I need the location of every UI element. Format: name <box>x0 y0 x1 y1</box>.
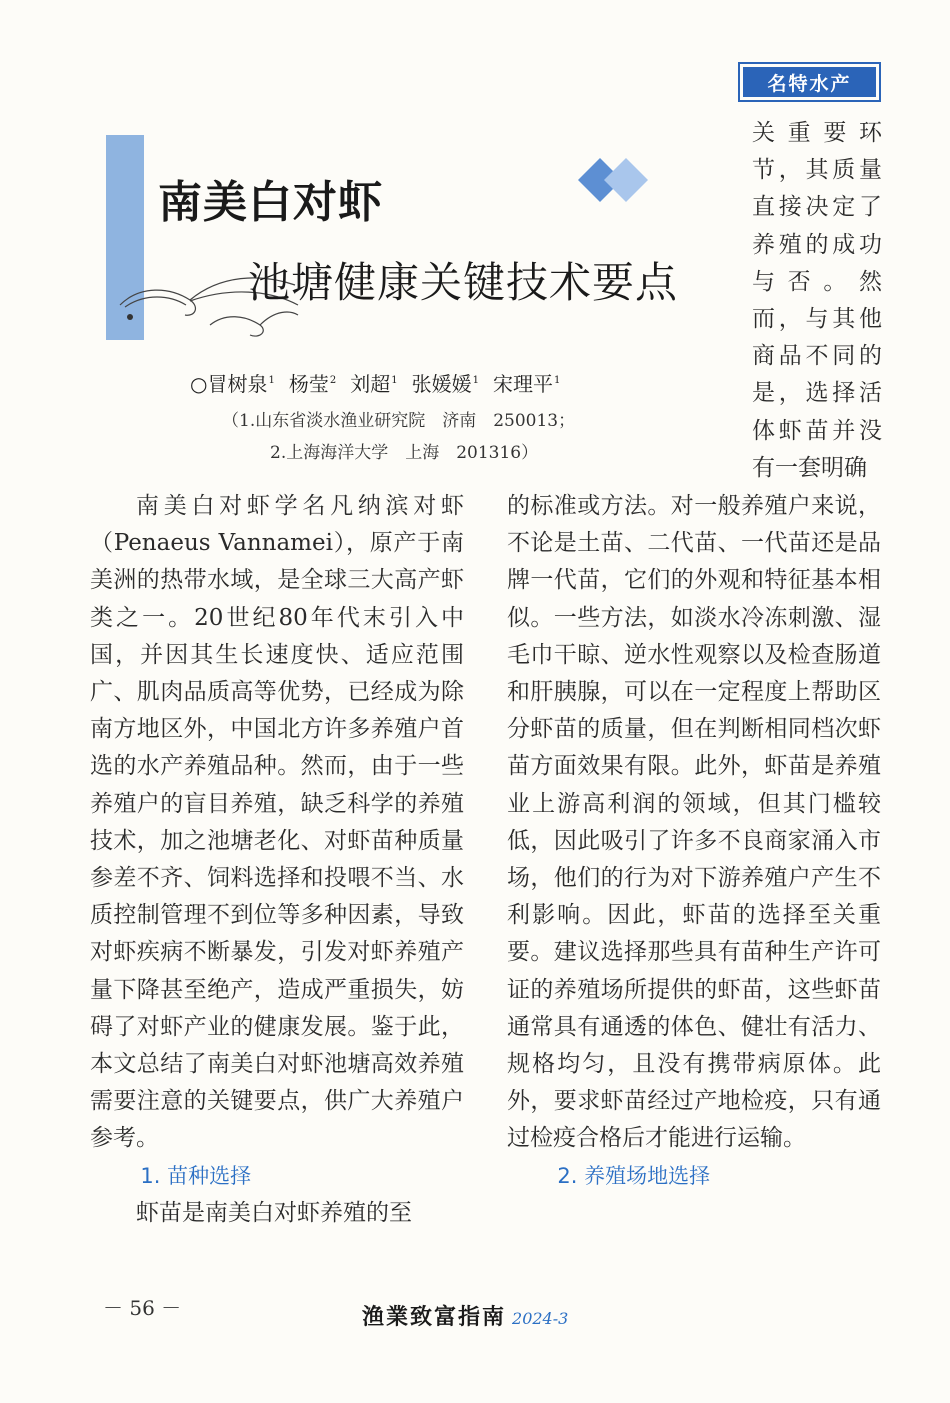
journal-footer <box>362 1300 568 1331</box>
author-prefix: ○ <box>190 372 208 396</box>
title-line-1: 南美白对虾 <box>158 177 383 228</box>
author-name: 杨莹 <box>288 372 329 396</box>
section-badge <box>738 62 881 102</box>
author-name: 冒树泉 <box>207 372 268 396</box>
author-sup: 1 <box>553 375 561 387</box>
left-paragraph-1: 南美白对虾学名凡纳滨对虾（Penaeus Vannamei），原产于南美洲的热带水域，是全球三大高产虾类之一。20世纪80年代末引入中国，并因其生长速度快、适应范围广、肌肉品质高等优势，已经成为除南方地区外，中国北方许多养殖户首选的水产养殖品种。然而，由于一些养殖户的盲目养殖，缺乏科学的养殖技术，加之池塘老化、对虾苗种质量参差不齐、饲料选择和投喂不当、水质控制管理不到位等多种因素，导致对虾疾病不断暴发，引发对虾养殖产量下降甚至绝产，造成严重损失，妨碍了对虾产业的健康发展。鉴于此，本文总结了南美白对虾池塘高效养殖需要注意的关键要点，供广大养殖户参考。 <box>90 493 464 1152</box>
title-line-2: 池塘健康关键技术要点 <box>248 258 679 307</box>
author-sup: 1 <box>472 375 479 387</box>
left-column <box>90 488 464 1232</box>
journal-name: 渔業致富指南 <box>362 1304 507 1330</box>
author-sup: 2 <box>329 375 337 387</box>
author-name: 宋理平 <box>492 372 553 396</box>
author-name: 张媛媛 <box>411 372 472 396</box>
page-number: － 56 － <box>103 1296 182 1320</box>
right-column <box>507 488 881 1195</box>
affiliation-1: （1.山东省淡水渔业研究院 济南 250013； <box>222 411 576 431</box>
section-badge-label: 名特水产 <box>743 67 876 97</box>
affiliation-2: 2.上海海洋大学 上海 201316） <box>270 443 539 463</box>
section-heading-1: 1. 苗种选择 <box>140 1163 252 1188</box>
right-paragraph-1: 的标准或方法。对一般养殖户来说，不论是土苗、二代苗、一代苗还是品牌一代苗，它们的外观和特征基本相似。一些方法，如淡水冷冻刺激、湿毛巾干晾、逆水性观察以及检查肠道和肝胰腺，可以在一定程度上帮助区分虾苗的质量，但在判断相同档次虾苗方面效果有限。此外，虾苗是养殖业上游高利润的领域，但其门槛较低，因此吸引了许多不良商家涌入市场，他们的行为对下游养殖户产生不利影响。因此，虾苗的选择至关重要。建议选择那些具有苗种生产许可证的养殖场所提供的虾苗，这些虾苗通常具有通透的体色、健壮有活力、规格均匀，且没有携带病原体。此外，要求虾苗经过产地检疫，只有通过检疫合格后才能进行运输。 <box>507 493 881 1152</box>
left-paragraph-2: 虾苗是南美白对虾养殖的至 <box>136 1199 412 1226</box>
author-sup: 1 <box>268 375 275 387</box>
diamond-decoration-icon <box>578 150 648 210</box>
journal-issue: 2024-3 <box>512 1309 569 1328</box>
author-name: 刘超 <box>350 372 391 396</box>
author-sup: 1 <box>391 375 398 387</box>
author-list <box>190 368 574 397</box>
section-heading-2: 2. 养殖场地选择 <box>557 1163 711 1188</box>
narrow-column-text: 关重要环节，其质量直接决定了养殖的成功与否。然而，与其他商品不同的是，选择活体虾苗并没有一套明确 <box>752 120 882 481</box>
